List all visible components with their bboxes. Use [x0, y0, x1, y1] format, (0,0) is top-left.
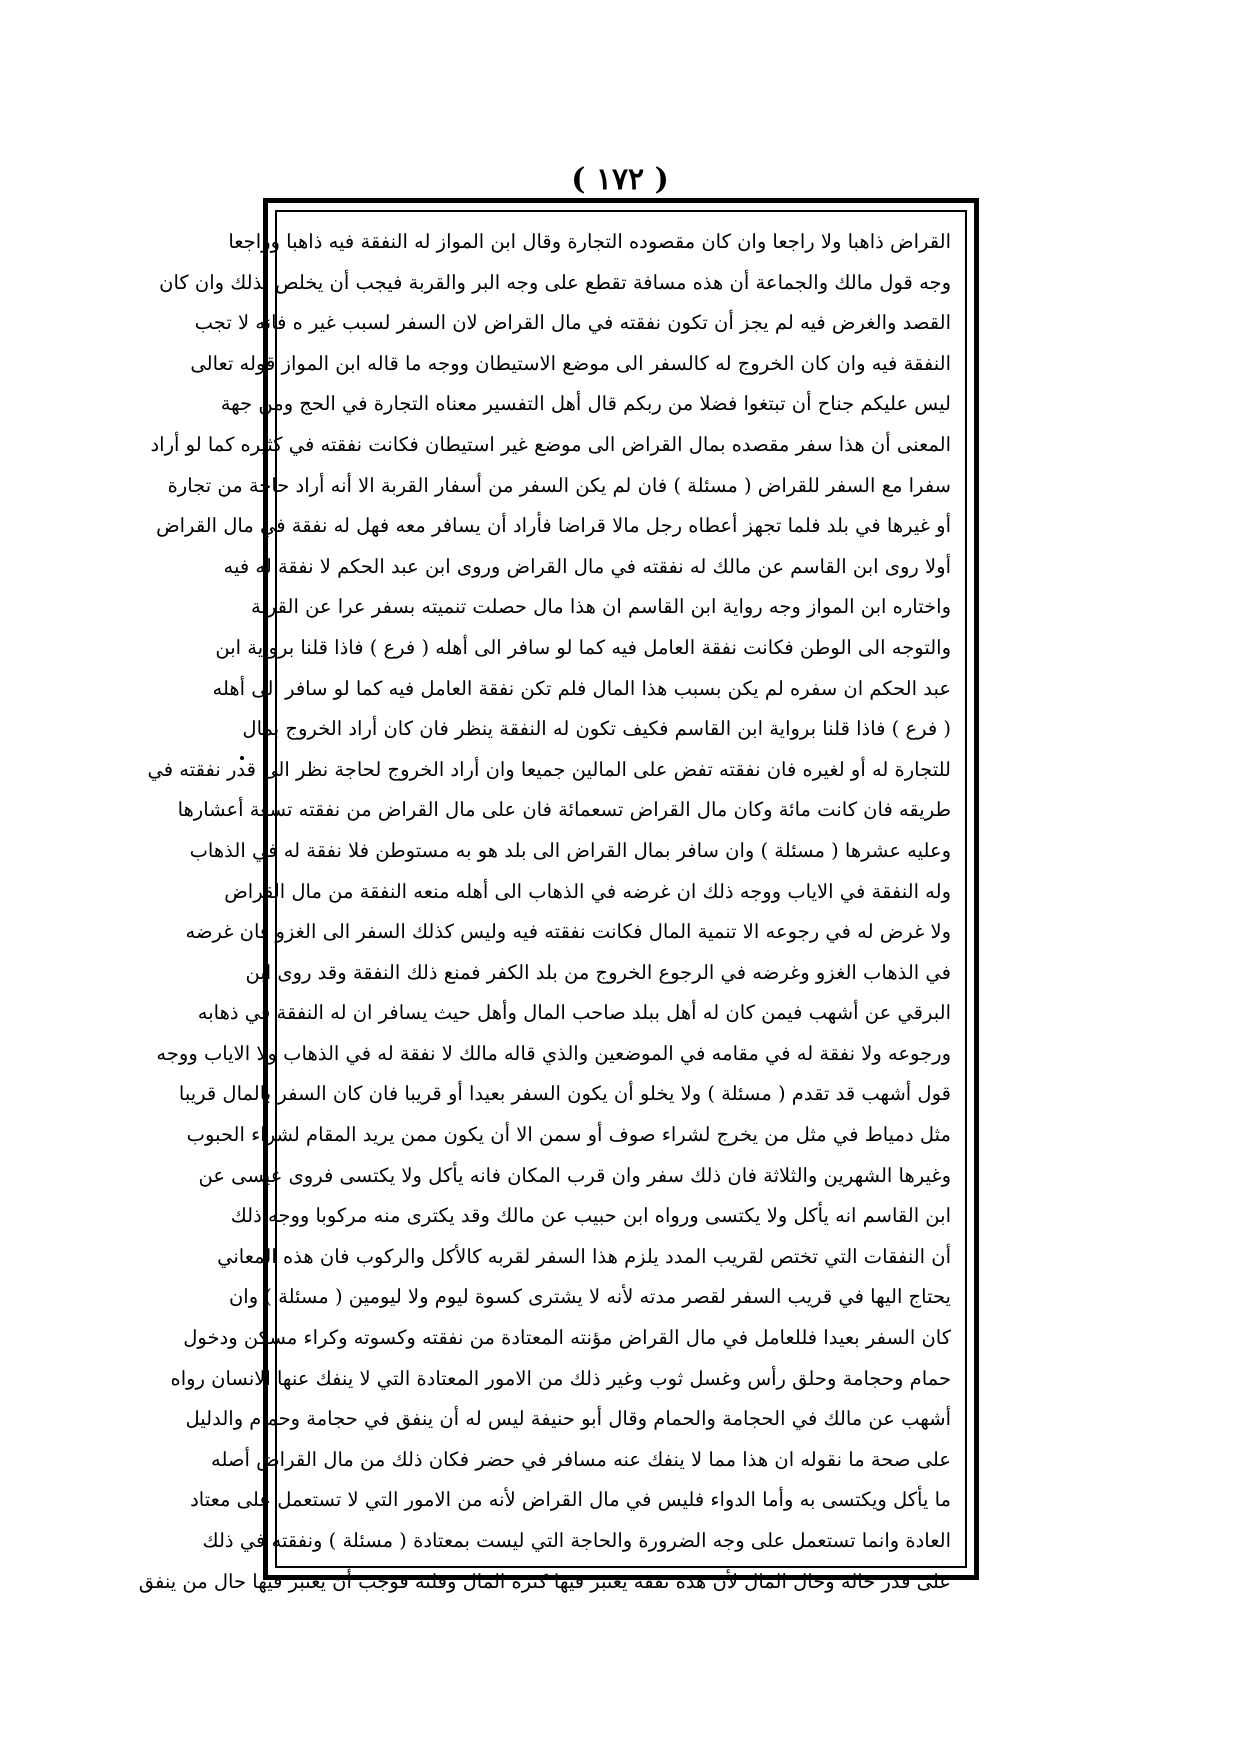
text-line: وغيرها الشهرين والثلاثة فان ذلك سفر وان قرب المكان فانه يأكل ولا يكتسى فروى عيسى عن: [198, 1163, 951, 1187]
text-line: يحتاج اليها في قريب السفر لقصر مدته لأنه لا يشترى كسوة ليوم ولا ليومين ( مسئلة ) وان: [228, 1285, 951, 1309]
text-line: واختاره ابن المواز وجه رواية ابن القاسم ان هذا مال حصلت تنميته بسفر عرا عن القربة: [251, 595, 951, 619]
text-line: سفرا مع السفر للقراض ( مسئلة ) فان لم يكن السفر من أسفار القربة الا أنه أراد حاجة من تجارة: [167, 473, 951, 497]
text-line: أولا روى ابن القاسم عن مالك له نفقته في مال القراض وروى ابن عبد الحكم لا نفقة له فيه: [223, 554, 951, 578]
text-line: على قدر حاله وحال المال لأن هذه نفقة يعتبر فيها كثرة المال وقلته فوجب أن يعتبر فيها حال من ينفق: [138, 1569, 951, 1593]
text-line: ( فرع ) فاذا قلنا برواية ابن القاسم فكيف تكون له النفقة ينظر فان كان أراد الخروج بمال: [242, 717, 951, 741]
text-line: في الذهاب الغزو وغرضه في الرجوع الخروج من بلد الكفر فمنع ذلك النفقة وقد روى ابن: [245, 960, 951, 984]
text-line: للتجارة له أو لغيره فان نفقته تفض على المالين جميعا وان أراد الخروج لحاجة نظر الى قدر نفقته في: [147, 757, 951, 781]
text-line: قول أشهب قد تقدم ( مسئلة ) ولا يخلو أن يكون السفر بعيدا أو قريبا فان كان السفر بالمال قريبا: [178, 1082, 951, 1106]
text-line: البرقي عن أشهب فيمن كان له أهل ببلد صاحب المال وأهل حيث يسافر ان له النفقة في ذهابه: [197, 1001, 951, 1025]
text-line: أو غيرها في بلد فلما تجهز أعطاه رجل مالا قراضا فأراد أن يسافر معه فهل له نفقة في مال القراض: [156, 514, 951, 538]
text-line: ورجوعه ولا نفقة له في مقامه في الموضعين والذي قاله مالك لا نفقة له في الذهاب ولا الاياب ووجه: [156, 1041, 951, 1065]
text-line: القصد والغرض فيه لم يجز أن تكون نفقته في مال القراض لان السفر لسبب غير ه فانه لا تجب: [194, 311, 951, 335]
text-line: ابن القاسم انه يأكل ولا يكتسى ورواه ابن حبيب عن مالك وقد يكترى منه مركوبا ووجه ذلك: [230, 1204, 951, 1228]
text-line: عبد الحكم ان سفره لم يكن بسبب هذا المال فلم تكن نفقة العامل فيه كما لو سافر الى أهله: [212, 676, 951, 700]
text-line: وعليه عشرها ( مسئلة ) وان سافر بمال القراض الى بلد هو به مستوطن فلا نفقة له في الذهاب: [189, 838, 951, 862]
text-line: أشهب عن مالك في الحجامة والحمام وقال أبو حنيفة ليس له أن ينفق في حجامة وحمام والدليل: [185, 1407, 951, 1431]
text-line: على صحة ما نقوله ان هذا مما لا ينفك عنه مسافر في حضر فكان ذلك من مال القراض أصله: [211, 1447, 951, 1471]
text-line: العادة وانما تستعمل على وجه الضرورة والحاجة التي ليست بمعتادة ( مسئلة ) ونفقته في ذلك: [202, 1529, 951, 1552]
text-line: حمام وحجامة وحلق رأس وغسل ثوب وغير ذلك من الامور المعتادة التي لا ينفك عنها الانسان رواه: [170, 1366, 951, 1390]
text-frame-outer: [138, 198, 979, 1593]
text-line: كان السفر بعيدا فللعامل في مال القراض مؤنته المعتادة من نفقته وكسوته وكراء مسكن ودخول: [183, 1326, 951, 1350]
text-line: طريقه فان كانت مائة وكان مال القراض تسعمائة فان على مال القراض من نفقته تسعة أعشارها: [177, 798, 951, 822]
text-line: النفقة فيه وان كان الخروج له كالسفر الى موضع الاستيطان ووجه ما قاله ابن المواز قوله تعالى: [190, 351, 951, 375]
text-body: [138, 222, 951, 1593]
text-line: وجه قول مالك والجماعة أن هذه مسافة تقطع على وجه البر والقربة فيجب أن يخلص لذلك وان كان: [159, 270, 951, 294]
page-number: ( ١٧٢ ): [571, 162, 669, 197]
text-frame-inner: [138, 210, 967, 1593]
text-line: وله النفقة في الاياب ووجه ذلك ان غرضه في الذهاب الى أهله منعه النفقة من مال القراض: [224, 879, 951, 903]
text-line: مثل دمياط في مثل من يخرج لشراء صوف أو سمن الا أن يكون ممن يريد المقام لشراء الحبوب: [186, 1123, 951, 1147]
text-line: القراض ذاهبا ولا راجعا وان كان مقصوده التجارة وقال ابن المواز له النفقة فيه ذاهبا وراجعا: [228, 230, 951, 253]
text-line: أن النفقات التي تختص لقريب المدد يلزم هذا السفر لقربه كالأكل والركوب فان هذه المعاني: [217, 1244, 951, 1268]
text-line: ولا غرض له في رجوعه الا تنمية المال فكانت نفقته فيه وليس كذلك السفر الى الغزو فان غرضه: [185, 920, 951, 944]
text-line: ليس عليكم جناح أن تبتغوا فضلا من ربكم قال أهل التفسير معناه التجارة في الحج ومن جهة: [220, 392, 951, 416]
text-line: المعنى أن هذا سفر مقصده بمال القراض الى موضع غير استيطان فكانت نفقته في كثيره كما لو أراد: [150, 432, 951, 456]
text-line: والتوجه الى الوطن فكانت نفقة العامل فيه كما لو سافر الى أهله ( فرع ) فاذا قلنا برواية ابن: [215, 635, 951, 659]
text-line: ما يأكل ويكتسى به وأما الدواء فليس في مال القراض لأنه من الامور التي لا تستعمل على معتاد: [190, 1488, 951, 1512]
